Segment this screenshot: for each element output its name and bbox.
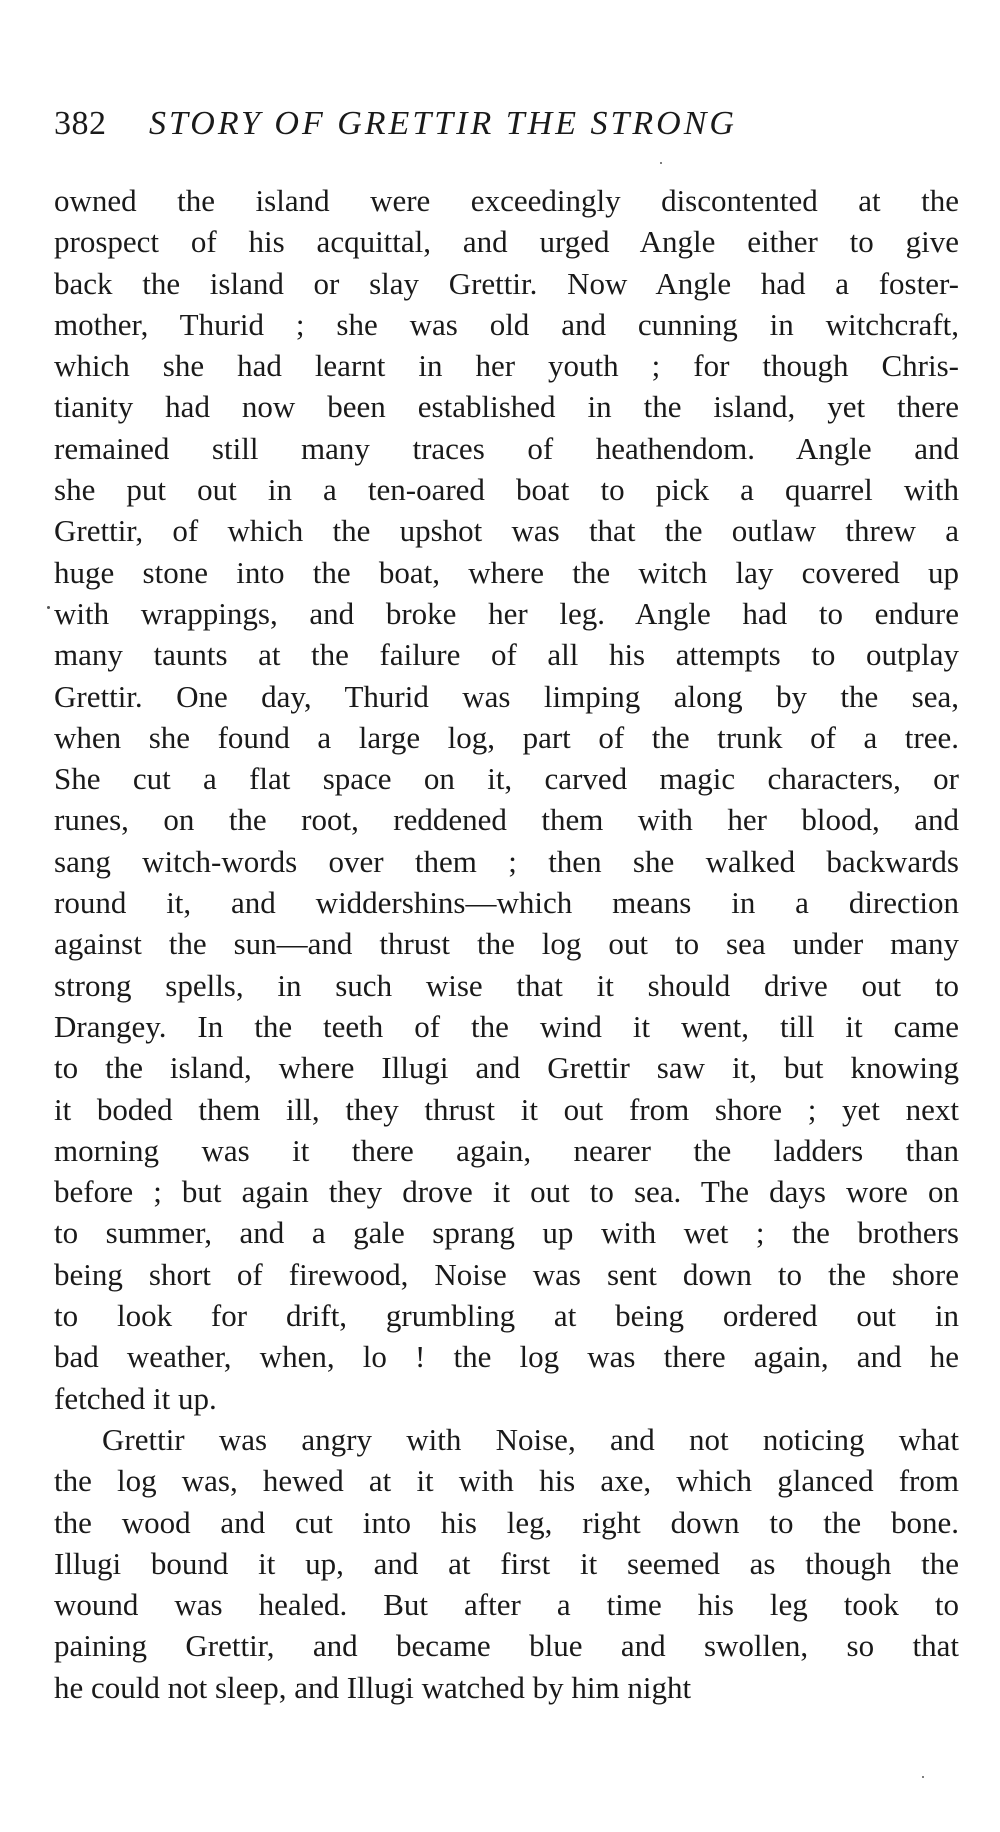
text-line: he could not sleep, and Illugi watched by him night bbox=[54, 1669, 692, 1705]
text-line: Grettir, of which the upshot was that the outlaw threw a bbox=[54, 513, 959, 549]
scan-speck bbox=[922, 1776, 924, 1778]
text-line: fetched it up. bbox=[54, 1380, 217, 1416]
text-line: Grettir was angry with Noise, and not noticing what bbox=[102, 1421, 959, 1457]
text-line: she put out in a ten-oared boat to pick a quarrel with bbox=[54, 472, 959, 508]
text-line: mother, Thurid ; she was old and cunning in witchcraft, bbox=[54, 306, 959, 342]
text-line: owned the island were exceedingly discontented at the bbox=[54, 183, 959, 218]
running-title: STORY OF GRETTIR THE STRONG bbox=[149, 105, 737, 142]
text-line: against the sun—and thrust the log out to sea under many bbox=[54, 926, 959, 962]
text-line: sang witch-words over them ; then she walked backwards bbox=[54, 843, 959, 879]
text-line: round it, and widdershins—which means in a direction bbox=[54, 885, 959, 921]
text-line: morning was it there again, nearer the ladders than bbox=[54, 1132, 959, 1168]
text-line: prospect of his acquittal, and urged Angle either to give bbox=[54, 224, 959, 260]
text-line: tianity had now been established in the island, yet there bbox=[54, 389, 959, 425]
text-line: the log was, hewed at it with his axe, which glanced from bbox=[54, 1463, 959, 1499]
text-line: wound was healed. But after a time his leg took to bbox=[54, 1587, 959, 1623]
text-line: paining Grettir, and became blue and swollen, so that bbox=[54, 1628, 959, 1664]
text-line: many taunts at the failure of all his attempts to outplay bbox=[54, 637, 959, 673]
text-line: it boded them ill, they thrust it out from shore ; yet next bbox=[54, 1091, 959, 1127]
text-line: Grettir. One day, Thurid was limping along by the sea, bbox=[54, 678, 959, 714]
text-line: runes, on the root, reddened them with her blood, and bbox=[54, 802, 959, 838]
text-line: She cut a flat space on it, carved magic characters, or bbox=[54, 761, 959, 797]
text-line: with wrappings, and broke her leg. Angle had to endure bbox=[54, 595, 959, 631]
scan-speck bbox=[47, 606, 50, 609]
text-line: back the island or slay Grettir. Now Angle had a foster- bbox=[54, 265, 959, 301]
text-line: to the island, where Illugi and Grettir saw it, but knowing bbox=[54, 1050, 959, 1086]
paragraph bbox=[54, 1419, 959, 1708]
text-line: the wood and cut into his leg, right down to the bone. bbox=[54, 1504, 959, 1540]
scan-speck bbox=[660, 162, 662, 164]
text-line: to summer, and a gale sprang up with wet ; the brothers bbox=[54, 1215, 959, 1251]
text-line: when she found a large log, part of the trunk of a tree. bbox=[54, 719, 959, 755]
body-text bbox=[54, 180, 959, 1708]
paragraph bbox=[54, 180, 959, 1419]
text-line: huge stone into the boat, where the witch lay covered up bbox=[54, 554, 959, 590]
text-line: Illugi bound it up, and at first it seemed as though the bbox=[54, 1545, 959, 1581]
text-line: being short of firewood, Noise was sent down to the shore bbox=[54, 1256, 959, 1292]
text-line: remained still many traces of heathendom. Angle and bbox=[54, 430, 959, 466]
text-line: to look for drift, grumbling at being ordered out in bbox=[54, 1298, 959, 1334]
text-line: before ; but again they drove it out to sea. The days wore on bbox=[54, 1174, 959, 1210]
text-line: which she had learnt in her youth ; for though Chris- bbox=[54, 348, 959, 384]
running-header bbox=[54, 104, 737, 144]
text-line: strong spells, in such wise that it should drive out to bbox=[54, 967, 959, 1003]
text-line: bad weather, when, lo ! the log was there again, and he bbox=[54, 1339, 959, 1375]
page-number: 382 bbox=[54, 105, 107, 142]
text-line: Drangey. In the teeth of the wind it went, till it came bbox=[54, 1008, 959, 1044]
